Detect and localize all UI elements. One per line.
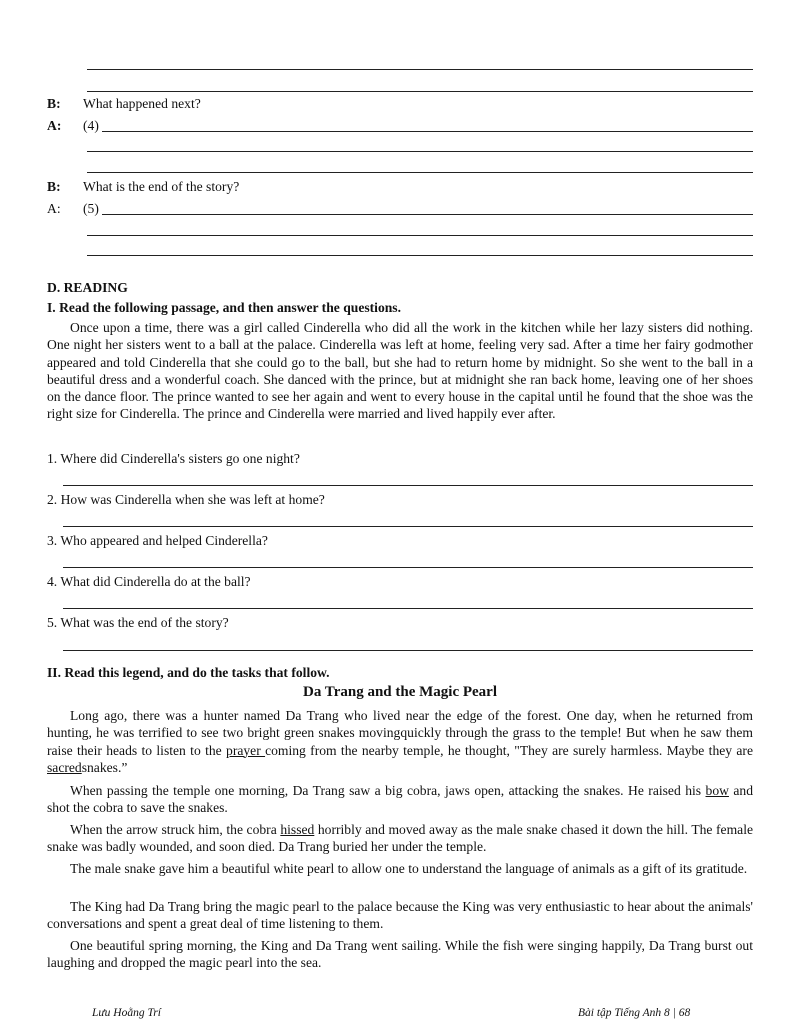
legend-text: When the arrow struck him, the cobra	[70, 822, 281, 837]
legend-text: horribly and moved away as the male snake chased it down the hill. The female snake was badly wounded, and soon died. Da Trang buried her under the temple.	[47, 822, 754, 855]
legend-paragraph	[47, 782, 753, 817]
speaker-label: B:	[47, 179, 61, 194]
answer-line[interactable]	[63, 485, 753, 486]
legend-paragraph	[47, 707, 753, 776]
dialogue-line	[47, 95, 201, 112]
speaker-label: B:	[47, 96, 61, 111]
question: 2. How was Cinderella when she was left at home?	[47, 492, 325, 507]
question: 1. Where did Cinderella's sisters go one night?	[47, 451, 300, 466]
answer-line	[87, 91, 753, 92]
footer-author: Lưu Hoằng Trí	[92, 1007, 161, 1019]
legend-text: coming from the nearby temple, he thought, "They are surely harmless. Maybe they are	[265, 742, 753, 758]
legend-title: Da Trang and the Magic Pearl	[302, 684, 497, 700]
question: 5. What was the end of the story?	[47, 615, 229, 630]
legend-text: The King had Da Trang bring the magic pearl to the palace because the King was very enthusiastic to hear about the animals' conversations and spent a great deal of time listening to them.	[47, 899, 753, 932]
answer-line[interactable]	[102, 214, 753, 215]
footer-page-info: Bài tập Tiếng Anh 8 | 68	[578, 1007, 691, 1019]
item-number: (4)	[83, 118, 99, 133]
dialogue-line	[47, 178, 239, 195]
answer-line[interactable]	[63, 567, 753, 568]
answer-line[interactable]	[102, 131, 753, 132]
dialogue-text: What is the end of the story?	[83, 179, 240, 194]
legend-paragraph	[47, 898, 753, 933]
part-title: I. Read the following passage, and then answer the questions.	[47, 300, 401, 315]
answer-line[interactable]	[87, 255, 753, 256]
answer-line[interactable]	[87, 172, 753, 173]
answer-line[interactable]	[63, 608, 753, 609]
legend-text: When passing the temple one morning, Da Trang saw a big cobra, jaws open, attacking the snakes. He raised his	[70, 783, 706, 798]
part-title: II. Read this legend, and do the tasks that follow.	[47, 665, 330, 680]
cinderella-passage	[47, 319, 753, 423]
dialogue-text: What happened next?	[83, 96, 201, 111]
legend-text: One beautiful spring morning, the King and Da Trang went sailing. While the fish were singing happily, Da Trang burst out laughing and dropped the magic pearl into the sea.	[47, 938, 753, 971]
legend-paragraph	[47, 821, 753, 856]
legend-text: Long ago, there was a hunter named Da Trang who lived near the edge of the forest. One day, when he returned from hunting, he was terrified to see two bright green snakes movingquickly through the grass to the temple! But when he saw them raise their heads to listen to the	[47, 708, 753, 758]
legend-text: and shot the cobra to save the snakes.	[47, 783, 754, 816]
legend-text: snakes.”	[81, 759, 128, 775]
section-heading: D. READING	[47, 280, 128, 295]
answer-line[interactable]	[63, 526, 753, 527]
question: 4. What did Cinderella do at the ball?	[47, 574, 251, 589]
underlined-word: sacred	[47, 759, 82, 775]
legend-paragraph	[47, 860, 753, 877]
dialogue-line	[47, 200, 99, 217]
underlined-word: bow	[705, 783, 729, 798]
answer-line	[87, 69, 753, 70]
legend-text: The male snake gave him a beautiful white pearl to allow one to understand the language of animals as a gift of its gratitude.	[70, 861, 748, 876]
underlined-word: hissed	[280, 822, 315, 837]
question: 3. Who appeared and helped Cinderella?	[47, 533, 268, 548]
underlined-word: prayer	[226, 742, 266, 758]
answer-line[interactable]	[63, 650, 753, 651]
speaker-label: A:	[47, 118, 62, 133]
dialogue-line	[47, 117, 99, 134]
answer-line[interactable]	[87, 151, 753, 152]
legend-paragraph	[47, 937, 753, 972]
passage-text: Once upon a time, there was a girl called Cinderella who did all the work in the kitchen while her lazy sisters did nothing. One night her sisters went to a ball at the palace. Cinderella was left at home, feeling very sad. After a time her fairy godmother appeared and told Cinderella that she could go to the ball, but she had to return home by midnight. So she went to the ball in a beautiful dress and a wonderful coach. She danced with the prince, but at midnight she ran back home, leaving one of her shoes on the dance floor. The prince wanted to see her again and went to every house in the capital until he found that the shoe was the right size for Cinderella. The prince and Cinderella were married and lived happily ever after.	[47, 320, 753, 422]
item-number: (5)	[83, 201, 99, 216]
speaker-label: A:	[47, 201, 61, 216]
answer-line[interactable]	[87, 235, 753, 236]
